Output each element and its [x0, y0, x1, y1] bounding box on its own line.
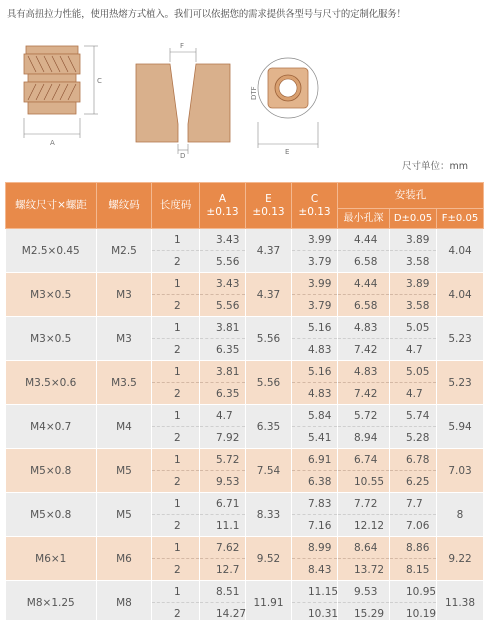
dim-a-cell: 7.92 — [200, 427, 246, 449]
insert-front-view — [8, 28, 116, 156]
dim-c-cell: 6.91 — [292, 449, 338, 471]
technical-drawings — [0, 28, 490, 160]
thread-size-cell: M8×1.25 — [6, 581, 97, 620]
dim-c-cell: 7.16 — [292, 515, 338, 537]
length-code-cell: 2 — [152, 471, 200, 493]
dim-c-cell: 8.99 — [292, 537, 338, 559]
thread-code-cell: M5 — [97, 449, 152, 493]
dim-c-cell: 5.41 — [292, 427, 338, 449]
min-depth-cell: 7.42 — [338, 383, 390, 405]
dim-d-cell: 3.58 — [390, 295, 437, 317]
length-code-cell: 2 — [152, 251, 200, 273]
length-code-cell: 2 — [152, 559, 200, 581]
dim-label-dtf: DTF — [250, 86, 258, 100]
dim-f-cell: 8 — [437, 493, 484, 537]
dim-a-cell: 6.71 — [200, 493, 246, 515]
min-depth-cell: 6.58 — [338, 251, 390, 273]
length-code-cell: 1 — [152, 581, 200, 603]
dim-a-cell: 5.56 — [200, 251, 246, 273]
dim-label-c: C — [97, 77, 102, 85]
thread-code-cell: M3 — [97, 317, 152, 361]
dim-d-cell: 8.86 — [390, 537, 437, 559]
min-depth-cell: 9.53 — [338, 581, 390, 603]
thread-code-cell: M2.5 — [97, 229, 152, 273]
min-depth-cell: 13.72 — [338, 559, 390, 581]
dim-d-cell: 10.95 — [390, 581, 437, 603]
dim-a-cell: 6.35 — [200, 339, 246, 361]
thread-size-cell: M4×0.7 — [6, 405, 97, 449]
dim-e-cell: 5.56 — [246, 317, 292, 361]
dim-label-d: D — [180, 152, 186, 158]
header-length-code: 长度码 — [152, 183, 200, 229]
dim-c-cell: 3.79 — [292, 295, 338, 317]
thread-size-cell: M5×0.8 — [6, 493, 97, 537]
dim-a-cell: 3.43 — [200, 273, 246, 295]
dim-d-cell: 5.28 — [390, 427, 437, 449]
header-install-hole: 安装孔 — [338, 183, 484, 209]
header-min-depth: 最小孔深 — [338, 209, 390, 229]
min-depth-cell: 6.74 — [338, 449, 390, 471]
insert-end-view — [246, 42, 330, 154]
min-depth-cell: 8.64 — [338, 537, 390, 559]
dim-c-cell: 5.84 — [292, 405, 338, 427]
dim-label-e: E — [285, 148, 290, 154]
min-depth-cell: 4.44 — [338, 229, 390, 251]
dim-c-cell: 11.15 — [292, 581, 338, 603]
dim-f-cell: 4.04 — [437, 273, 484, 317]
dim-d-cell: 5.05 — [390, 361, 437, 383]
length-code-cell: 1 — [152, 361, 200, 383]
dim-d-cell: 3.89 — [390, 273, 437, 295]
thread-size-cell: M5×0.8 — [6, 449, 97, 493]
length-code-cell: 1 — [152, 405, 200, 427]
length-code-cell: 2 — [152, 515, 200, 537]
dim-c-cell: 3.99 — [292, 273, 338, 295]
dim-a-cell: 3.81 — [200, 317, 246, 339]
length-code-cell: 2 — [152, 427, 200, 449]
dim-c-cell: 4.83 — [292, 339, 338, 361]
min-depth-cell: 15.29 — [338, 603, 390, 620]
dim-c-cell: 5.16 — [292, 317, 338, 339]
dim-c-cell: 4.83 — [292, 383, 338, 405]
length-code-cell: 1 — [152, 493, 200, 515]
thread-size-cell: M2.5×0.45 — [6, 229, 97, 273]
table-row — [6, 317, 484, 339]
dim-c-cell: 3.79 — [292, 251, 338, 273]
dim-d-cell: 3.89 — [390, 229, 437, 251]
length-code-cell: 2 — [152, 383, 200, 405]
dim-e-cell: 4.37 — [246, 229, 292, 273]
dim-f-cell: 4.04 — [437, 229, 484, 273]
length-code-cell: 1 — [152, 537, 200, 559]
header-a — [200, 183, 246, 229]
table-row — [6, 493, 484, 515]
dim-f-cell: 11.38 — [437, 581, 484, 620]
dim-d-cell: 6.25 — [390, 471, 437, 493]
dim-a-cell: 7.62 — [200, 537, 246, 559]
length-code-cell: 1 — [152, 229, 200, 251]
dim-c-cell: 5.16 — [292, 361, 338, 383]
spec-table — [5, 182, 484, 620]
header-code: 螺纹码 — [97, 183, 152, 229]
header-e-tol: ±0.13 — [252, 205, 285, 218]
dim-d-cell: 5.05 — [390, 317, 437, 339]
dim-c-cell: 6.38 — [292, 471, 338, 493]
min-depth-cell: 7.72 — [338, 493, 390, 515]
dim-a-cell: 8.51 — [200, 581, 246, 603]
unit-label: 尺寸单位：mm — [401, 161, 468, 172]
header-e — [246, 183, 292, 229]
table-row — [6, 229, 484, 251]
dim-a-cell: 3.81 — [200, 361, 246, 383]
dim-c-cell: 10.31 — [292, 603, 338, 620]
dim-d-cell: 6.78 — [390, 449, 437, 471]
min-depth-cell: 4.83 — [338, 361, 390, 383]
dim-c-cell: 8.43 — [292, 559, 338, 581]
table-row — [6, 537, 484, 559]
dim-a-cell: 5.56 — [200, 295, 246, 317]
header-c — [292, 183, 338, 229]
dim-d-cell: 5.74 — [390, 405, 437, 427]
spec-table-body — [6, 229, 484, 620]
dim-a-cell: 4.7 — [200, 405, 246, 427]
length-code-cell: 1 — [152, 317, 200, 339]
dim-d-cell: 4.7 — [390, 339, 437, 361]
header-thread: 螺纹尺寸×螺距 — [6, 183, 97, 229]
hole-section-view — [126, 34, 246, 158]
dim-e-cell: 8.33 — [246, 493, 292, 537]
thread-size-cell: M3×0.5 — [6, 317, 97, 361]
header-f: F±0.05 — [437, 209, 484, 229]
thread-code-cell: M6 — [97, 537, 152, 581]
min-depth-cell: 8.94 — [338, 427, 390, 449]
dim-a-cell: 11.1 — [200, 515, 246, 537]
header-a-label: A — [218, 192, 227, 205]
dim-f-cell: 9.22 — [437, 537, 484, 581]
dim-label-f: F — [180, 42, 185, 50]
header-d: D±0.05 — [390, 209, 437, 229]
thread-code-cell: M5 — [97, 493, 152, 537]
dim-d-cell: 8.15 — [390, 559, 437, 581]
dim-d-cell: 3.58 — [390, 251, 437, 273]
table-row — [6, 405, 484, 427]
length-code-cell: 2 — [152, 339, 200, 361]
dim-d-cell: 10.19 — [390, 603, 437, 620]
dim-e-cell: 4.37 — [246, 273, 292, 317]
min-depth-cell: 10.55 — [338, 471, 390, 493]
min-depth-cell: 5.72 — [338, 405, 390, 427]
dim-a-cell: 3.43 — [200, 229, 246, 251]
min-depth-cell: 7.42 — [338, 339, 390, 361]
table-row — [6, 581, 484, 603]
dim-e-cell: 11.91 — [246, 581, 292, 620]
min-depth-cell: 12.12 — [338, 515, 390, 537]
thread-size-cell: M6×1 — [6, 537, 97, 581]
header-a-tol: ±0.13 — [206, 205, 239, 218]
intro-text: 具有高扭拉力性能，使用热熔方式植入。我们可以依据您的需求提供各型号与尺寸的定制化服务！ — [7, 9, 406, 20]
thread-code-cell: M8 — [97, 581, 152, 620]
thread-code-cell: M3 — [97, 273, 152, 317]
length-code-cell: 1 — [152, 449, 200, 471]
dim-e-cell: 5.56 — [246, 361, 292, 405]
thread-size-cell: M3×0.5 — [6, 273, 97, 317]
dim-d-cell: 7.7 — [390, 493, 437, 515]
dim-f-cell: 7.03 — [437, 449, 484, 493]
dim-f-cell: 5.23 — [437, 317, 484, 361]
header-c-tol: ±0.13 — [298, 205, 331, 218]
min-depth-cell: 6.58 — [338, 295, 390, 317]
dim-e-cell: 9.52 — [246, 537, 292, 581]
dim-a-cell: 9.53 — [200, 471, 246, 493]
dim-f-cell: 5.94 — [437, 405, 484, 449]
dim-e-cell: 7.54 — [246, 449, 292, 493]
dim-f-cell: 5.23 — [437, 361, 484, 405]
length-code-cell: 2 — [152, 603, 200, 620]
dim-a-cell: 14.27 — [200, 603, 246, 620]
dim-e-cell: 6.35 — [246, 405, 292, 449]
header-c-label: C — [310, 192, 319, 205]
thread-code-cell: M4 — [97, 405, 152, 449]
thread-size-cell: M3.5×0.6 — [6, 361, 97, 405]
table-row — [6, 449, 484, 471]
dim-c-cell: 3.99 — [292, 229, 338, 251]
dim-d-cell: 7.06 — [390, 515, 437, 537]
dim-d-cell: 4.7 — [390, 383, 437, 405]
dim-a-cell: 6.35 — [200, 383, 246, 405]
dim-label-a: A — [50, 139, 55, 147]
length-code-cell: 1 — [152, 273, 200, 295]
header-e-label: E — [265, 192, 272, 205]
table-row — [6, 273, 484, 295]
dim-c-cell: 7.83 — [292, 493, 338, 515]
min-depth-cell: 4.83 — [338, 317, 390, 339]
thread-code-cell: M3.5 — [97, 361, 152, 405]
min-depth-cell: 4.44 — [338, 273, 390, 295]
table-row — [6, 361, 484, 383]
length-code-cell: 2 — [152, 295, 200, 317]
dim-a-cell: 5.72 — [200, 449, 246, 471]
dim-a-cell: 12.7 — [200, 559, 246, 581]
